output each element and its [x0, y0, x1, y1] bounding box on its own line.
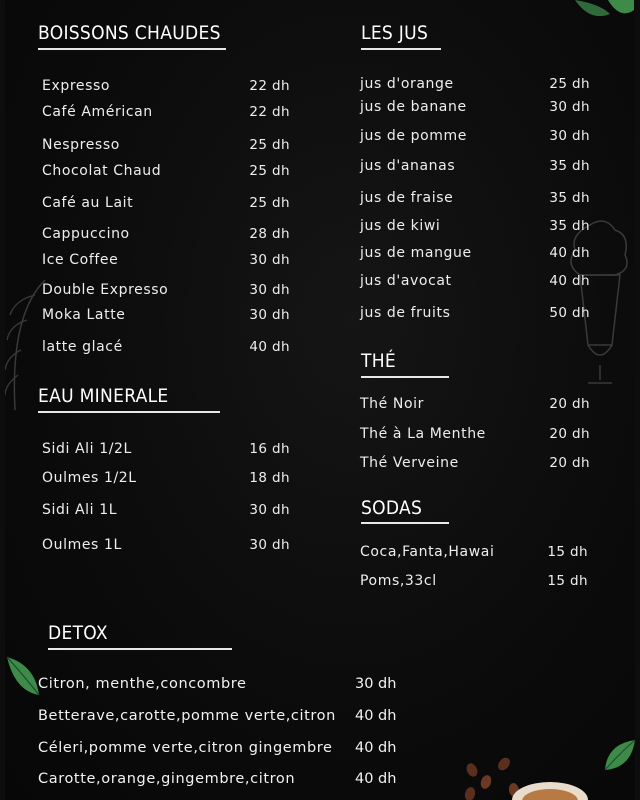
menu-item-name: Carotte,orange,gingembre,citron [38, 771, 296, 787]
menu-item-name: latte glacé [42, 339, 123, 355]
menu-item-price: 30 dh [249, 502, 290, 518]
menu-item-price: 30 dh [549, 128, 590, 144]
menu-item-name: Chocolat Chaud [42, 163, 162, 179]
menu-item-name: Betterave,carotte,pomme verte,citron [38, 708, 336, 724]
menu-item-name: Thé à La Menthe [360, 426, 486, 442]
mint-leaf-bottom-right-icon [603, 738, 635, 774]
section-underline [361, 376, 449, 378]
menu-item-name: Expresso [42, 78, 111, 94]
mint-leaves-top-right-icon [570, 0, 635, 22]
section-underline [361, 522, 449, 524]
menu-item-price: 25 dh [249, 137, 290, 153]
menu-item-name: Oulmes 1L [42, 537, 122, 553]
section-title-detox: DETOX [48, 622, 108, 644]
coffee-cup-icon [510, 778, 590, 800]
menu-item-price: 40 dh [355, 740, 397, 756]
menu-item-name: Double Expresso [42, 282, 169, 298]
menu-item-name: jus d'orange [360, 76, 454, 92]
menu-item-name: Thé Noir [360, 396, 424, 412]
ice-cream-sketch-icon [560, 215, 635, 390]
menu-item-price: 30 dh [249, 252, 290, 268]
menu-item-name: Ice Coffee [42, 252, 119, 268]
menu-item-name: jus d'ananas [360, 158, 456, 174]
menu-item-price: 40 dh [549, 273, 590, 289]
menu-item-price: 40 dh [355, 771, 397, 787]
menu-item-name: jus de banane [360, 99, 467, 115]
section-title-the: THÉ [361, 350, 396, 372]
section-title-boissons-chaudes: BOISSONS CHAUDES [38, 22, 221, 44]
menu-item-name: Café au Lait [42, 195, 134, 211]
menu-item-price: 20 dh [549, 426, 590, 442]
menu-item-name: Poms,33cl [360, 573, 437, 589]
section-underline [48, 648, 232, 650]
menu-item-name: Cappuccino [42, 226, 130, 242]
menu-item-name: Café Américan [42, 104, 153, 120]
menu-item-price: 25 dh [249, 163, 290, 179]
menu-item-price: 15 dh [547, 573, 588, 589]
menu-item-name: Coca,Fanta,Hawai [360, 544, 495, 560]
menu-item-name: jus de fraise [360, 190, 454, 206]
section-title-eau-minerale: EAU MINERALE [38, 385, 169, 407]
menu-item-name: jus de fruits [360, 305, 451, 321]
menu-item-name: Céleri,pomme verte,citron gingembre [38, 740, 333, 756]
menu-item-name: Nespresso [42, 137, 120, 153]
menu-item-price: 22 dh [249, 104, 290, 120]
menu-item-price: 40 dh [355, 708, 397, 724]
menu-item-name: Thé Verveine [360, 455, 459, 471]
menu-item-price: 30 dh [355, 676, 397, 692]
menu-item-price: 40 dh [249, 339, 290, 355]
menu-item-price: 16 dh [249, 441, 290, 457]
menu-item-name: jus de mangue [360, 245, 472, 261]
menu-item-name: Citron, menthe,concombre [38, 676, 247, 692]
menu-item-price: 30 dh [549, 99, 590, 115]
menu-item-price: 35 dh [549, 218, 590, 234]
menu-item-price: 30 dh [249, 307, 290, 323]
menu-item-name: Sidi Ali 1L [42, 502, 118, 518]
section-underline [361, 48, 441, 50]
menu-item-price: 30 dh [249, 537, 290, 553]
menu-item-price: 15 dh [547, 544, 588, 560]
menu-item-price: 18 dh [249, 470, 290, 486]
menu-item-name: Oulmes 1/2L [42, 470, 137, 486]
menu-item-price: 35 dh [549, 190, 590, 206]
menu-item-price: 40 dh [549, 245, 590, 261]
menu-item-name: jus de kiwi [360, 218, 441, 234]
section-title-les-jus: LES JUS [361, 22, 429, 44]
menu-item-name: Moka Latte [42, 307, 126, 323]
menu-item-name: jus de pomme [360, 128, 467, 144]
menu-item-price: 22 dh [249, 78, 290, 94]
menu-item-price: 25 dh [249, 195, 290, 211]
section-title-sodas: SODAS [361, 497, 423, 519]
section-underline [38, 411, 220, 413]
menu-item-price: 20 dh [549, 396, 590, 412]
menu-item-price: 20 dh [549, 455, 590, 471]
menu-item-price: 35 dh [549, 158, 590, 174]
menu-item-name: Sidi Ali 1/2L [42, 441, 132, 457]
menu-item-price: 25 dh [549, 76, 590, 92]
menu-item-price: 30 dh [249, 282, 290, 298]
menu-item-price: 28 dh [249, 226, 290, 242]
menu-board [5, 0, 635, 800]
section-underline [38, 48, 226, 50]
menu-item-name: jus d'avocat [360, 273, 452, 289]
menu-item-price: 50 dh [549, 305, 590, 321]
